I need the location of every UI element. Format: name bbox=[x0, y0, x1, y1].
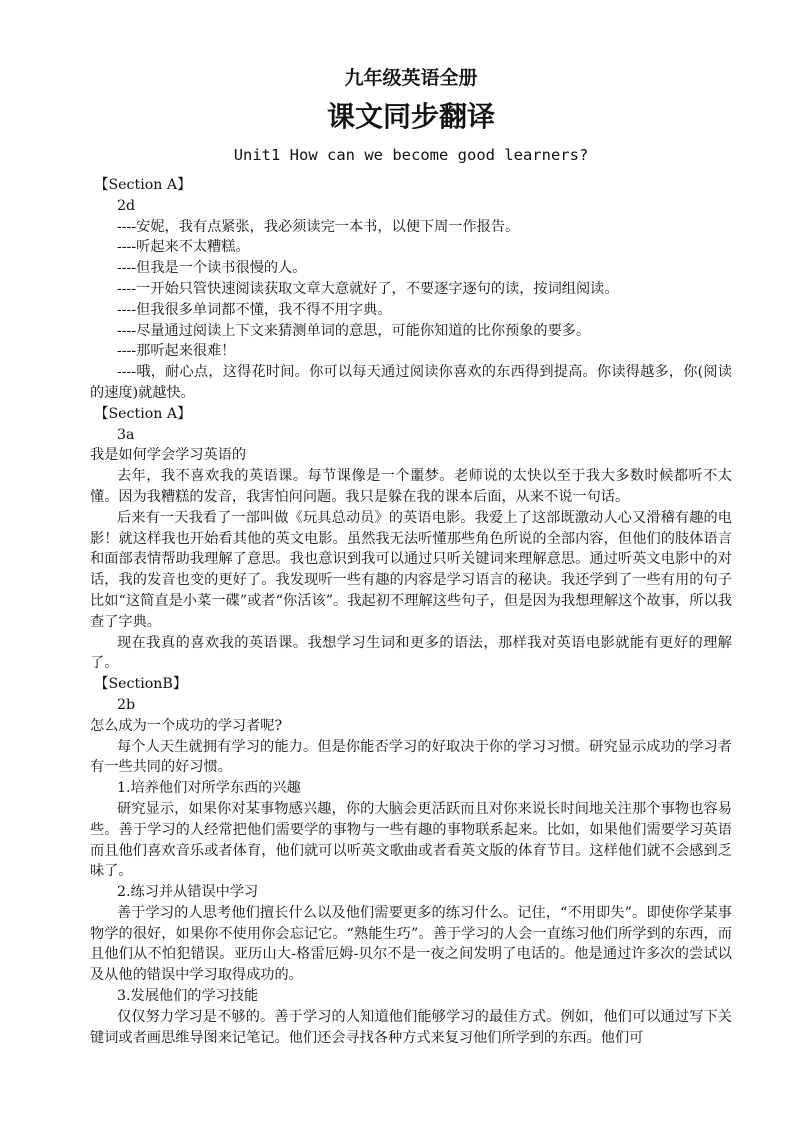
paragraph: 仅仅努力学习是不够的。善于学习的人知道他们能够学习的最佳方式。例如，他们可以通过写下关键词或者画思维导图来记笔记。他们还会寻找各种方式来复习他们所学到的东西。他们可 bbox=[90, 1008, 732, 1046]
dialogue-line: ----哦，耐心点，这得花时间。你可以每天通过阅读你喜欢的东西得到提高。你读得越多，你(阅读的速度)就越快。 bbox=[90, 364, 732, 401]
paragraph: 善于学习的人思考他们擅长什么以及他们需要更多的练习什么。记住，“不用即失”。即使你学某事物学的很好，如果你不使用你会忘记它。“熟能生巧”。善于学习的人会一直练习他们所学到的东西，而且他们从不怕犯错误。亚历山大-格雷厄姆-贝尔不是一夜之间发明了电话的。他是通过许多次的尝试以及从他的错误中学习取得成功的。 bbox=[90, 904, 732, 984]
unit-title: Unit1 How can we become good learners? bbox=[233, 146, 589, 164]
activity-number: 2d bbox=[116, 197, 136, 214]
paragraph: 现在我真的喜欢我的英语课。我想学习生词和更多的语法，那样我对英语电影就能有更好的理解了。 bbox=[90, 634, 732, 672]
paragraph: 后来有一天我看了一部叫做《玩具总动员》的英语电影。我爱上了这部既激动人心又滑稽有趣的电影！就这样我也开始看其他的英文电影。虽然我无法听懂那些角色所说的全部内容，但他们的肢体语言和面部表情帮助我理解了意思。我也意识到我可以通过只听关键词来理解意思。通过听英文电影中的对话，我的发音也变的更好了。我发现听一些有趣的内容是学习语言的秘诀。我还学到了一些有用的句子比如“这简直是小菜一碟”或者“你活该”。我起初不理解这些句子，但是因为我想理解这个故事，所以我查了字典。 bbox=[90, 509, 732, 630]
section-b-2b bbox=[90, 674, 732, 1048]
section-a-3a bbox=[90, 404, 732, 674]
section-label: 【Section A】 bbox=[94, 405, 192, 422]
section-label: 【SectionB】 bbox=[94, 676, 188, 693]
paragraph: 去年，我不喜欢我的英语课。每节课像是一个噩梦。老师说的太快以至于我大多数时候都听不太懂。因为我糟糕的发音，我害怕问问题。我只是躲在我的课本后面，从来不说一句话。 bbox=[90, 468, 732, 505]
dialogue-line: ----听起来不太糟糕。 bbox=[116, 239, 250, 256]
dialogue-line: ----安妮，我有点紧张，我必须读完一本书，以便下周一作报告。 bbox=[116, 218, 520, 235]
paragraph: 研究显示，如果你对某事物感兴趣，你的大脑会更活跃而且对你来说长时间地关注那个事物也容易些。善于学习的人经常把他们需要学的事物与一些有趣的事物联系起来。比如，如果他们需要学习英语而且他们喜欢音乐或者体育，他们就可以听英文歌曲或者看英文版的体育节目。这样他们就不会感到乏味了。 bbox=[90, 800, 732, 880]
grade-title: 九年级英语全册 bbox=[344, 67, 478, 89]
passage-title: 怎么成为一个成功的学习者呢? bbox=[90, 717, 283, 734]
passage-title: 我是如何学会学习英语的 bbox=[90, 447, 247, 464]
dialogue-line: ----但我是一个读书很慢的人。 bbox=[116, 260, 307, 277]
paragraph: 每个人天生就拥有学习的能力。但是你能否学习的好取决于你的学习习惯。研究显示成功的学习者有一些共同的好习惯。 bbox=[90, 738, 732, 776]
document-page bbox=[90, 64, 732, 1048]
section-a-2d bbox=[90, 175, 732, 404]
subheading: 2.练习并从错误中学习 bbox=[116, 884, 259, 901]
dialogue-line: ----但我很多单词都不懂，我不得不用字典。 bbox=[116, 301, 392, 318]
dialogue-line: ----那听起来很难！ bbox=[116, 343, 236, 360]
document-title: 课文同步翻译 bbox=[326, 100, 495, 133]
dialogue-line: ----尽量通过阅读上下文来猜测单词的意思，可能你知道的比你预象的要多。 bbox=[116, 322, 591, 339]
subheading: 3.发展他们的学习技能 bbox=[116, 988, 259, 1005]
dialogue-line: ----一开始只管快速阅读获取文章大意就好了，不要逐字逐句的读，按词组阅读。 bbox=[116, 280, 619, 297]
activity-number: 2b bbox=[116, 696, 136, 713]
activity-number: 3a bbox=[116, 426, 135, 443]
section-label: 【Section A】 bbox=[94, 177, 192, 193]
subheading: 1.培养他们对所学东西的兴趣 bbox=[116, 780, 301, 797]
